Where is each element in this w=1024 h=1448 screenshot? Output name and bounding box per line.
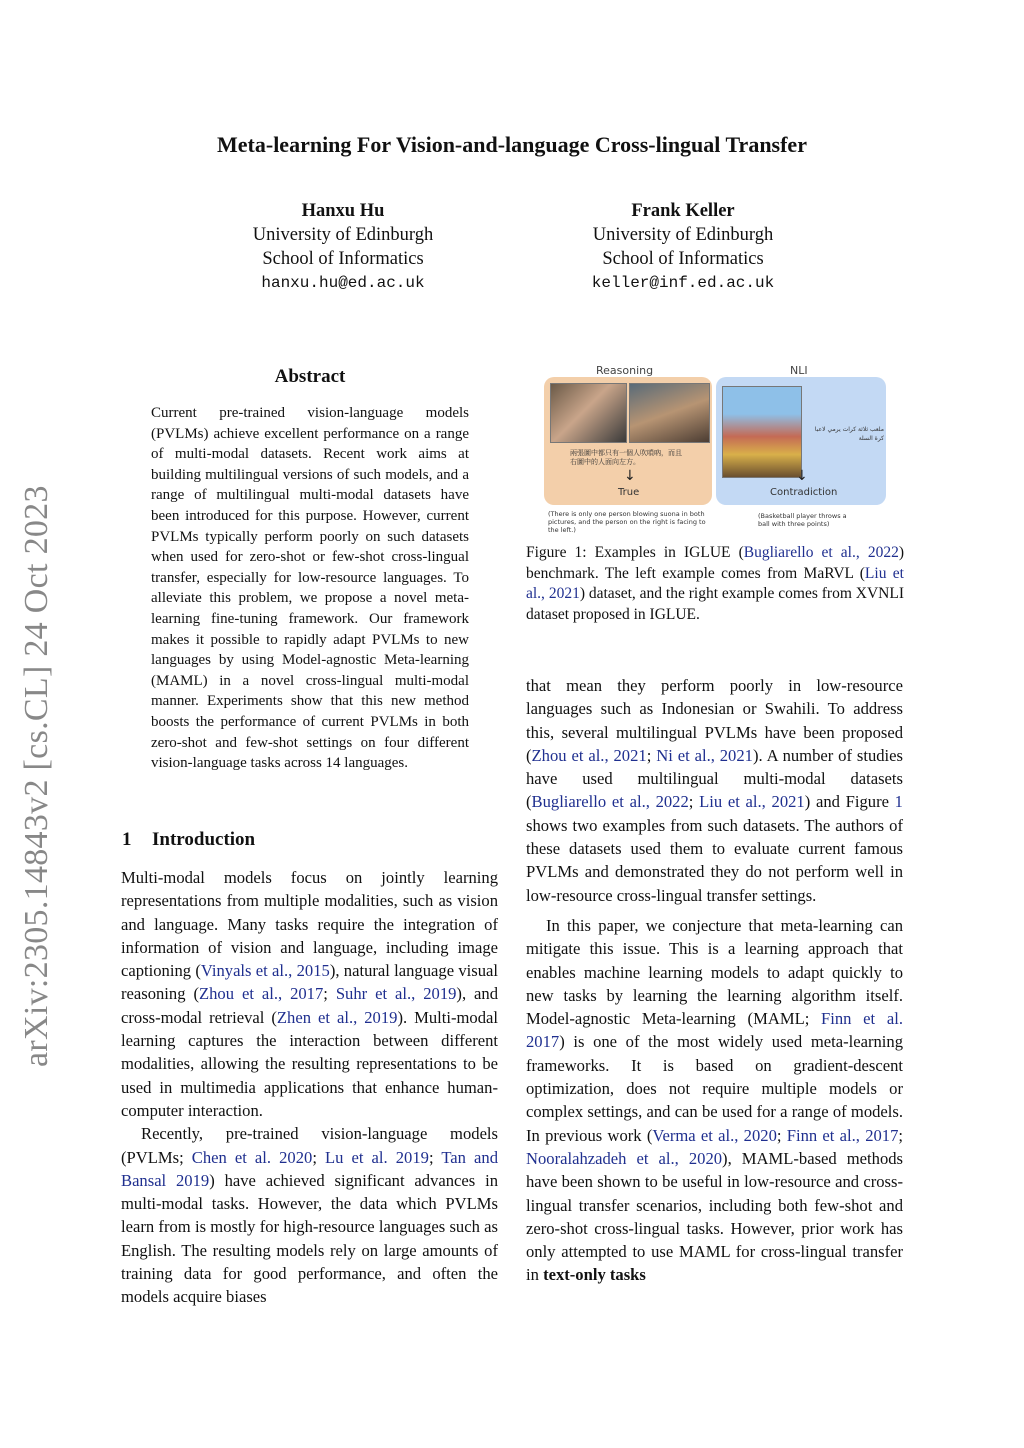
section-title: Introduction bbox=[152, 829, 256, 850]
citation-link[interactable]: Lu et al. 2019 bbox=[325, 1147, 429, 1167]
figure-reference-link[interactable]: 1 bbox=[894, 792, 903, 812]
citation-link[interactable]: Zhen et al., 2019 bbox=[276, 1007, 398, 1027]
citation-link[interactable]: Tan and Bansal 2019 bbox=[121, 1147, 498, 1190]
reasoning-translation: (There is only one person blowing suona in both pictures, and the person on the right is facing to the left.) bbox=[548, 510, 706, 534]
chinese-hypothesis: 兩張圖中都只有一個人吹嗩吶，而且右圖中的人面向左方。 bbox=[570, 449, 682, 466]
citation-link[interactable]: Bugliarello et al., 2022 bbox=[531, 792, 689, 812]
basketball-photo bbox=[722, 386, 802, 478]
paper-title: Meta-learning For Vision-and-language Cross-lingual Transfer bbox=[217, 132, 807, 157]
arabic-hypothesis: ملعب ثلاثة كرات يرمي لاعبا كرة السلة bbox=[814, 426, 884, 442]
arrow-down-icon: ↓ bbox=[624, 468, 636, 484]
citation-link[interactable]: Zhou et al., 2017 bbox=[198, 984, 324, 1004]
right-paragraph-2: In this paper, we conjecture that meta-learning can mitigate this issue. This is a learning approach that enables machine learning models to adapt quickly to new tasks by learning the learning algorithm itself. Model-agnostic Meta-learning (MAML; Finn et al. 2017) is one of the most widely used meta-learning frameworks. It is based on gradient-descent optimization, does not require multiple models or complex settings, and can be used for a range of models. In previous work (Verma et al., 2020; Finn et al., 2017; Nooralahzadeh et al., 2020), MAML-based methods have been shown to be useful in low-resource and cross-lingual transfer scenarios, including both few-shot and zero-shot cross-lingual tasks. However, prior work has only attempted to use MAML for cross-lingual transfer in text-only tasks bbox=[526, 915, 904, 1285]
intro-paragraph-1: Multi-modal models focus on jointly learning representations from multiple modalities, such as vision and language. Many tasks require the integration of information of vision and language, including image captioning (Vinyals et al., 2015), natural language visual reasoning (Zhou et al., 2017; Suhr et al., 2019), and cross-modal retrieval (Zhen et al., 2019). Multi-modal learning captures the interaction between different modalities, allowing the resulting representations to be used in multimedia applications that enhance human-computer interaction. bbox=[121, 868, 498, 1120]
arrow-down-icon: ↓ bbox=[796, 468, 808, 484]
section-number: 1 bbox=[122, 829, 132, 850]
citation-link[interactable]: Suhr et al., 2019 bbox=[335, 984, 457, 1004]
right-paragraph-1: that mean they perform poorly in low-resource languages such as Indonesian or Swahili. To address this, several multilingual PVLMs have been proposed (Zhou et al., 2021; Ni et al., 2021). A number of studies have used multilingual multi-modal datasets (Bugliarello et al., 2022; Liu et al., 2021) and Figure 1 shows two examples from such datasets. The authors of these datasets used them to evaluate current famous PVLMs and demonstrated they do not perform well in low-resource cross-lingual transfer settings. bbox=[526, 676, 903, 905]
reasoning-verdict: True bbox=[618, 487, 640, 498]
intro-paragraph-2: Recently, pre-trained vision-language models (PVLMs; Chen et al. 2020; Lu et al. 2019; Tan and Bansal 2019) have achieved significant advances in multi-modal tasks. However, the data which PVLMs learn from is mostly for high-resource languages such as English. The resulting models rely on large amounts of training data for good performance, and often the models acquire biases bbox=[121, 1124, 498, 1307]
author-name: Hanxu Hu bbox=[301, 201, 385, 221]
author-department: School of Informatics bbox=[602, 249, 764, 269]
author-block-2 bbox=[533, 199, 833, 295]
author-affiliation: University of Edinburgh bbox=[252, 225, 434, 245]
abstract-heading: Abstract bbox=[274, 366, 346, 387]
nli-panel bbox=[716, 377, 886, 505]
figure-1 bbox=[540, 360, 890, 532]
citation-link[interactable]: Liu et al., 2021 bbox=[526, 564, 904, 602]
abstract-text: Current pre-trained vision-language models (PVLMs) achieve excellent performance on a range of multi-modal datasets. Recent work aims at building multilingual versions of such models, and a range of multilingual multi-modal datasets have been introduced for this purpose. However, current PVLMs typically perform poorly on such datasets when used for zero-shot or few-shot cross-lingual transfer, especially for low-resource languages. To alleviate this problem, we propose a novel meta-learning fine-tuning framework. Our framework makes it possible to rapidly adapt PVLMs to new languages by using Model-agnostic Meta-learning (MAML) in a novel cross-lingual multi-modal manner. Experiments show that this new method boosts the performance of current PVLMs in both zero-shot and few-shot settings on four different vision-language tasks across 14 languages. bbox=[151, 405, 469, 772]
bold-emphasis: text-only tasks bbox=[543, 1265, 646, 1285]
citation-link[interactable]: Finn et al., 2017 bbox=[786, 1125, 899, 1145]
citation-link[interactable]: Nooralahzadeh et al., 2020 bbox=[526, 1148, 723, 1168]
citation-link[interactable]: Liu et al., 2021 bbox=[699, 792, 805, 812]
author-affiliation: University of Edinburgh bbox=[592, 225, 774, 245]
author-email[interactable]: keller@inf.ed.ac.uk bbox=[591, 274, 775, 292]
citation-link[interactable]: Vinyals et al., 2015 bbox=[200, 961, 330, 981]
citation-link[interactable]: Finn et al. 2017 bbox=[526, 1009, 903, 1052]
author-block-1 bbox=[193, 199, 493, 295]
nli-verdict: Contradiction bbox=[770, 487, 838, 498]
reasoning-panel bbox=[544, 377, 712, 505]
arxiv-stamp: arXiv:2305.14843v2 [cs.CL] 24 Oct 2023 bbox=[18, 485, 55, 1067]
suona-photo-left bbox=[550, 383, 627, 443]
figure-caption: Figure 1: Examples in IGLUE (Bugliarello et al., 2022) benchmark. The left example comes from MaRVL (Liu et al., 2021) dataset, and the right example comes from XVNLI dataset proposed in IGLUE. bbox=[526, 544, 904, 623]
citation-link[interactable]: Bugliarello et al., 2022 bbox=[743, 544, 899, 561]
left-column bbox=[121, 866, 498, 1309]
citation-link[interactable]: Chen et al. 2020 bbox=[191, 1147, 313, 1167]
citation-link[interactable]: Zhou et al., 2021 bbox=[531, 745, 647, 765]
author-email[interactable]: hanxu.hu@ed.ac.uk bbox=[261, 274, 425, 292]
citation-link[interactable]: Verma et al., 2020 bbox=[652, 1125, 777, 1145]
right-column bbox=[526, 674, 903, 1287]
figure-label-reasoning: Reasoning bbox=[596, 364, 654, 377]
nli-translation: (Basketball player throws a ball with three points) bbox=[758, 512, 847, 528]
section-heading bbox=[122, 829, 255, 851]
author-department: School of Informatics bbox=[262, 249, 424, 269]
citation-link[interactable]: Ni et al., 2021 bbox=[656, 745, 753, 765]
suona-photo-right bbox=[629, 383, 710, 443]
author-name: Frank Keller bbox=[631, 201, 735, 221]
figure-label-nli: NLI bbox=[790, 364, 808, 377]
